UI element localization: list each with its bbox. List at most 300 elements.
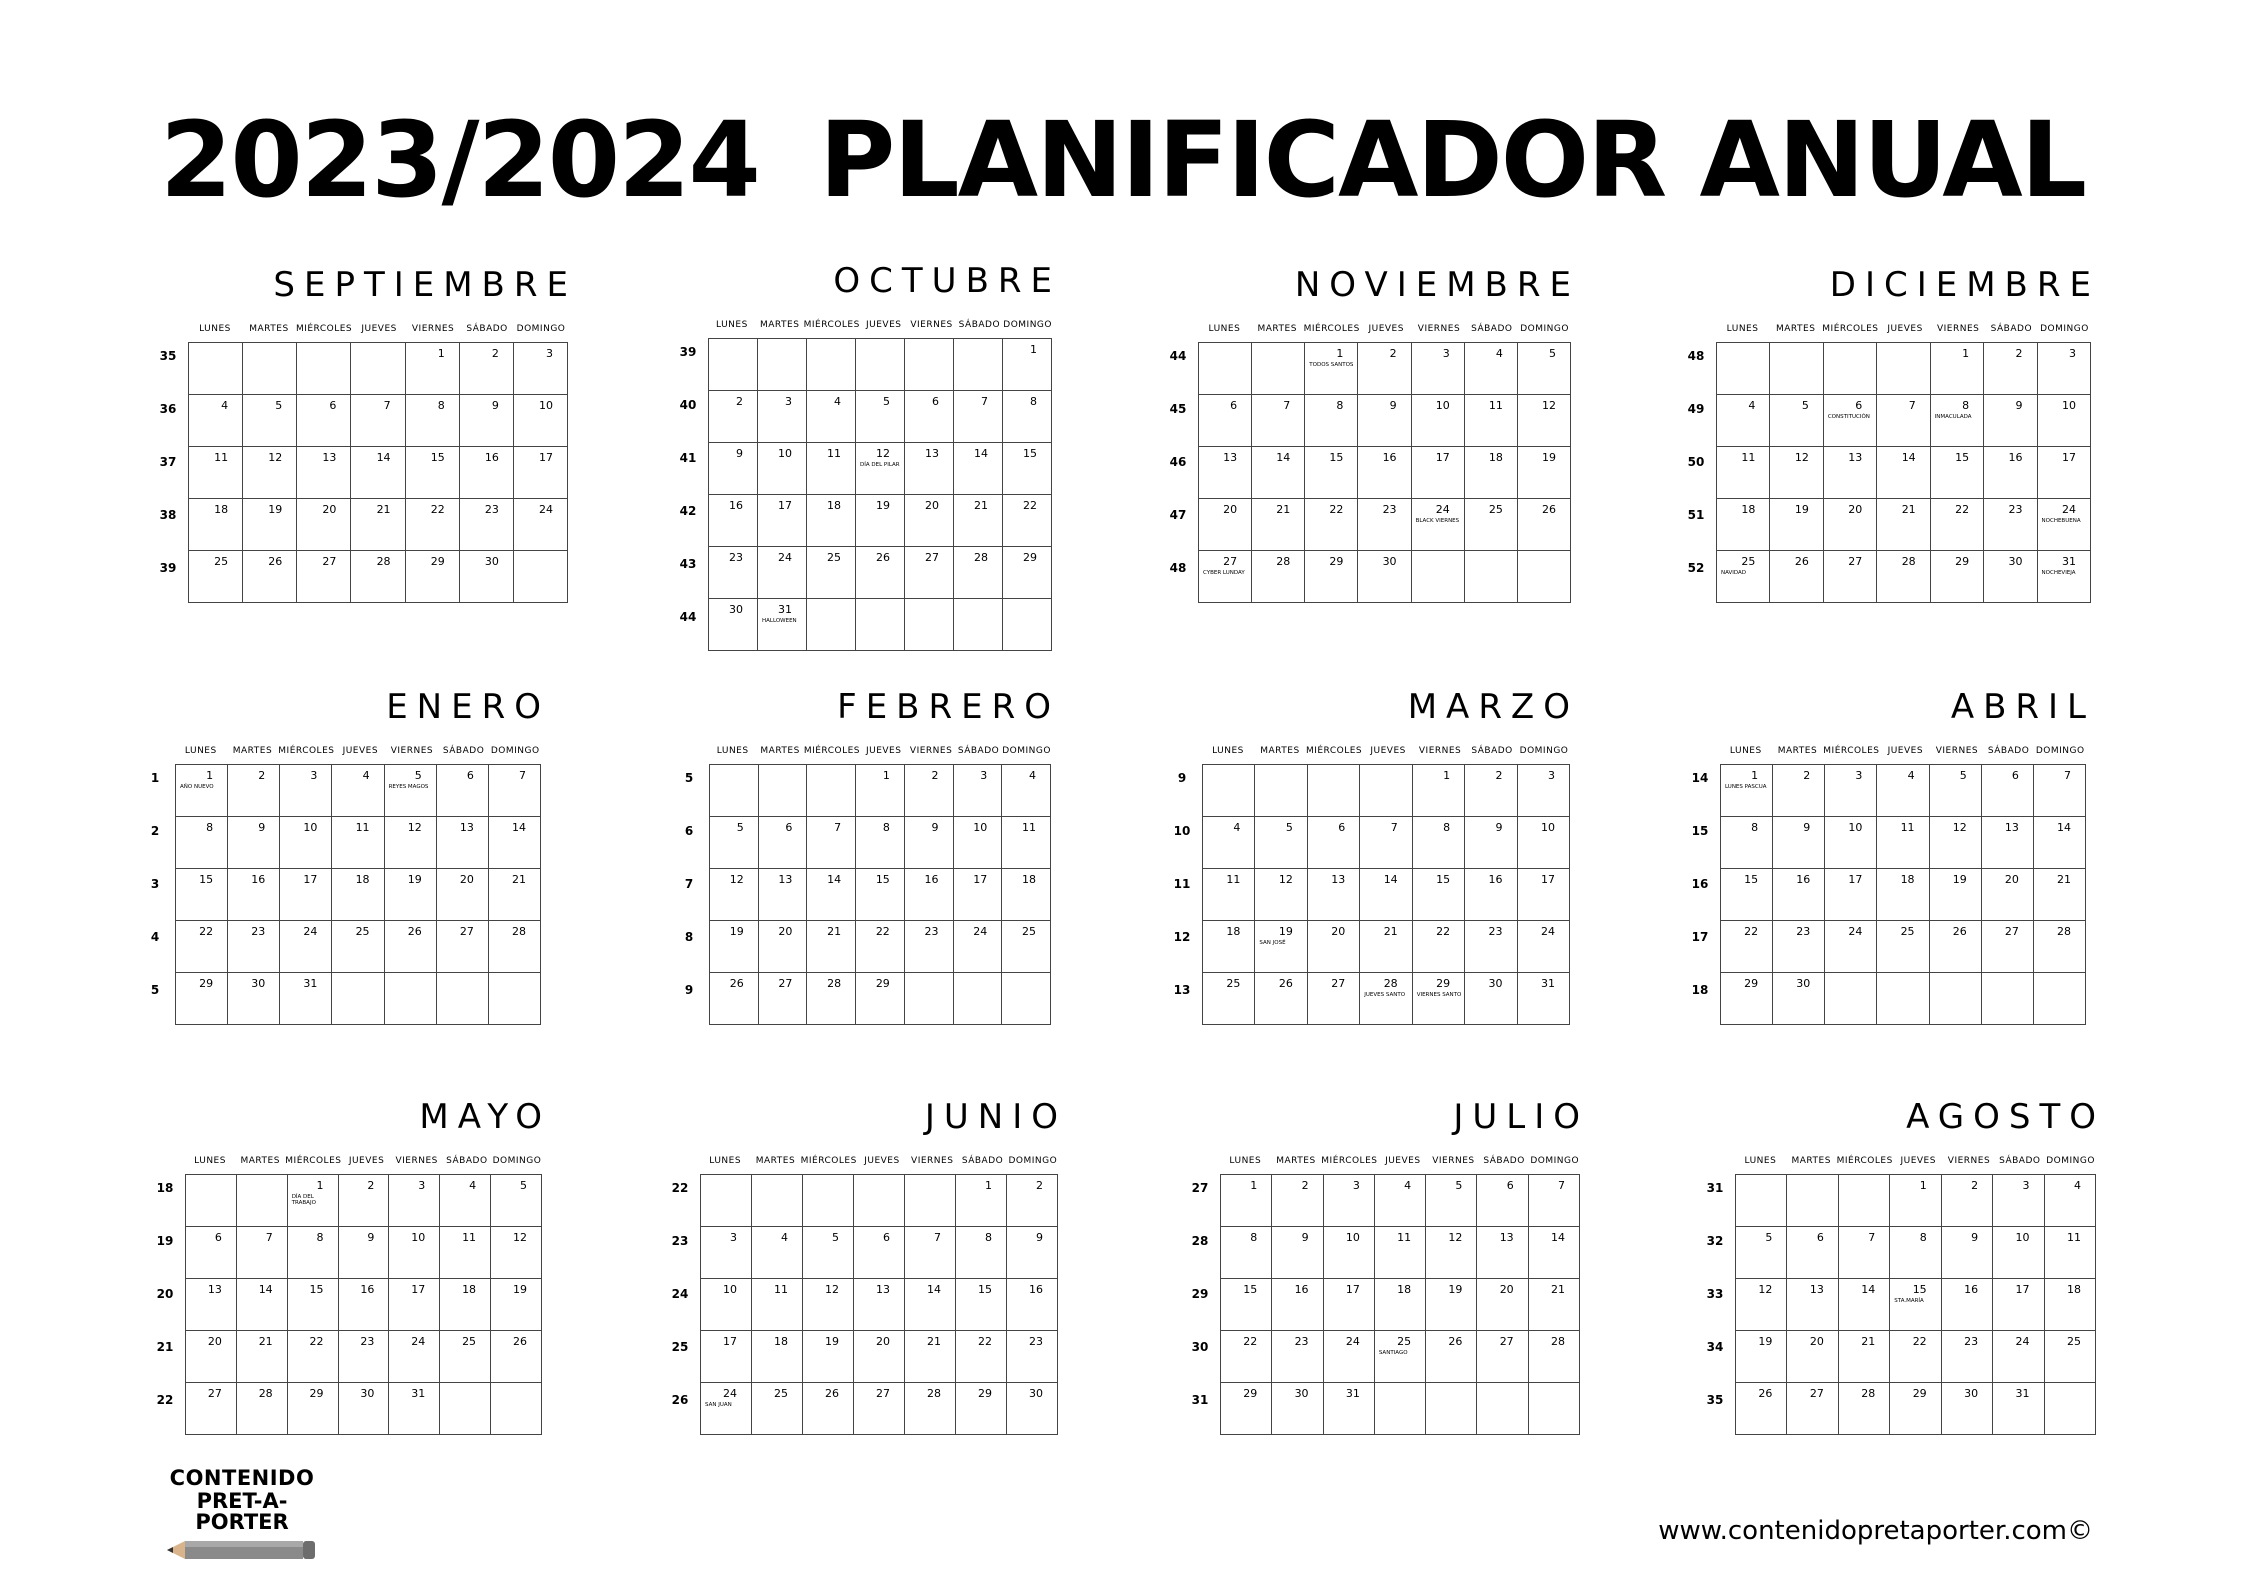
- day-cell[interactable]: [1199, 395, 1252, 447]
- day-cell[interactable]: [1358, 447, 1411, 499]
- day-cell[interactable]: [1464, 499, 1517, 551]
- day-cell[interactable]: [1984, 499, 2037, 551]
- day-cell[interactable]: [1736, 1331, 1787, 1383]
- day-cell[interactable]: [1773, 765, 1825, 817]
- day-cell[interactable]: [1930, 395, 1983, 447]
- day-cell[interactable]: [1823, 447, 1876, 499]
- day-cell[interactable]: [436, 921, 488, 973]
- day-cell[interactable]: [2033, 921, 2085, 973]
- day-cell[interactable]: [1221, 1331, 1272, 1383]
- day-cell[interactable]: [513, 551, 567, 603]
- day-cell[interactable]: [701, 1383, 752, 1435]
- day-cell[interactable]: [709, 599, 758, 651]
- day-cell[interactable]: [1721, 765, 1773, 817]
- day-cell[interactable]: [1941, 1383, 1992, 1435]
- day-cell[interactable]: [1823, 499, 1876, 551]
- day-cell[interactable]: [1255, 921, 1307, 973]
- day-cell[interactable]: [856, 869, 905, 921]
- day-cell[interactable]: [1517, 817, 1569, 869]
- day-cell[interactable]: [1717, 395, 1770, 447]
- day-cell[interactable]: [1272, 1227, 1323, 1279]
- day-cell[interactable]: [436, 869, 488, 921]
- day-cell[interactable]: [297, 499, 351, 551]
- day-cell[interactable]: [1426, 1279, 1477, 1331]
- day-cell[interactable]: [803, 1383, 854, 1435]
- day-cell[interactable]: [228, 921, 280, 973]
- day-cell[interactable]: [954, 443, 1003, 495]
- day-cell[interactable]: [1305, 343, 1358, 395]
- day-cell[interactable]: [1305, 551, 1358, 603]
- day-cell[interactable]: [954, 599, 1003, 651]
- day-cell[interactable]: [1528, 1331, 1579, 1383]
- day-cell[interactable]: [752, 1227, 803, 1279]
- day-cell[interactable]: [1272, 1175, 1323, 1227]
- day-cell[interactable]: [807, 339, 856, 391]
- day-cell[interactable]: [1307, 973, 1359, 1025]
- day-cell[interactable]: [807, 547, 856, 599]
- day-cell[interactable]: [459, 499, 513, 551]
- day-cell[interactable]: [1770, 499, 1823, 551]
- day-cell[interactable]: [1770, 551, 1823, 603]
- day-cell[interactable]: [905, 1331, 956, 1383]
- day-cell[interactable]: [953, 869, 1002, 921]
- day-cell[interactable]: [1984, 551, 2037, 603]
- day-cell[interactable]: [1007, 1383, 1058, 1435]
- day-cell[interactable]: [1465, 765, 1517, 817]
- day-cell[interactable]: [1374, 1175, 1425, 1227]
- day-cell[interactable]: [1203, 921, 1255, 973]
- day-cell[interactable]: [1517, 499, 1570, 551]
- day-cell[interactable]: [384, 973, 436, 1025]
- day-cell[interactable]: [1003, 391, 1052, 443]
- day-cell[interactable]: [297, 395, 351, 447]
- day-cell[interactable]: [459, 551, 513, 603]
- day-cell[interactable]: [953, 921, 1002, 973]
- day-cell[interactable]: [1787, 1227, 1838, 1279]
- day-cell[interactable]: [1252, 499, 1305, 551]
- day-cell[interactable]: [807, 599, 856, 651]
- day-cell[interactable]: [1877, 499, 1930, 551]
- day-cell[interactable]: [758, 443, 807, 495]
- day-cell[interactable]: [1358, 343, 1411, 395]
- day-cell[interactable]: [1890, 1279, 1941, 1331]
- day-cell[interactable]: [956, 1383, 1007, 1435]
- day-cell[interactable]: [709, 495, 758, 547]
- day-cell[interactable]: [1838, 1279, 1889, 1331]
- day-cell[interactable]: [1323, 1227, 1374, 1279]
- day-cell[interactable]: [758, 817, 807, 869]
- day-cell[interactable]: [1517, 447, 1570, 499]
- day-cell[interactable]: [186, 1227, 237, 1279]
- day-cell[interactable]: [1412, 921, 1464, 973]
- day-cell[interactable]: [338, 1175, 389, 1227]
- day-cell[interactable]: [1272, 1279, 1323, 1331]
- day-cell[interactable]: [1825, 921, 1877, 973]
- day-cell[interactable]: [1787, 1175, 1838, 1227]
- day-cell[interactable]: [752, 1279, 803, 1331]
- day-cell[interactable]: [189, 447, 243, 499]
- day-cell[interactable]: [1221, 1227, 1272, 1279]
- day-cell[interactable]: [710, 765, 759, 817]
- day-cell[interactable]: [513, 343, 567, 395]
- day-cell[interactable]: [1736, 1383, 1787, 1435]
- day-cell[interactable]: [1307, 817, 1359, 869]
- day-cell[interactable]: [1411, 447, 1464, 499]
- day-cell[interactable]: [1360, 921, 1412, 973]
- day-cell[interactable]: [1838, 1331, 1889, 1383]
- day-cell[interactable]: [758, 391, 807, 443]
- day-cell[interactable]: [297, 551, 351, 603]
- day-cell[interactable]: [1517, 921, 1569, 973]
- day-cell[interactable]: [1823, 551, 1876, 603]
- day-cell[interactable]: [2044, 1279, 2095, 1331]
- day-cell[interactable]: [1003, 547, 1052, 599]
- day-cell[interactable]: [1773, 973, 1825, 1025]
- day-cell[interactable]: [1272, 1383, 1323, 1435]
- day-cell[interactable]: [1002, 765, 1051, 817]
- day-cell[interactable]: [1411, 499, 1464, 551]
- day-cell[interactable]: [758, 599, 807, 651]
- day-cell[interactable]: [807, 869, 856, 921]
- day-cell[interactable]: [1477, 1331, 1528, 1383]
- day-cell[interactable]: [758, 547, 807, 599]
- day-cell[interactable]: [2033, 869, 2085, 921]
- day-cell[interactable]: [709, 547, 758, 599]
- day-cell[interactable]: [2033, 973, 2085, 1025]
- day-cell[interactable]: [176, 817, 228, 869]
- day-cell[interactable]: [1199, 447, 1252, 499]
- day-cell[interactable]: [491, 1331, 542, 1383]
- day-cell[interactable]: [1838, 1175, 1889, 1227]
- day-cell[interactable]: [904, 817, 953, 869]
- day-cell[interactable]: [280, 869, 332, 921]
- day-cell[interactable]: [1890, 1383, 1941, 1435]
- day-cell[interactable]: [1770, 343, 1823, 395]
- day-cell[interactable]: [1877, 551, 1930, 603]
- day-cell[interactable]: [436, 765, 488, 817]
- day-cell[interactable]: [332, 921, 384, 973]
- day-cell[interactable]: [1305, 499, 1358, 551]
- day-cell[interactable]: [1374, 1227, 1425, 1279]
- day-cell[interactable]: [1528, 1383, 1579, 1435]
- day-cell[interactable]: [2033, 817, 2085, 869]
- day-cell[interactable]: [405, 499, 459, 551]
- day-cell[interactable]: [710, 817, 759, 869]
- day-cell[interactable]: [856, 443, 905, 495]
- day-cell[interactable]: [752, 1175, 803, 1227]
- day-cell[interactable]: [803, 1331, 854, 1383]
- day-cell[interactable]: [1360, 817, 1412, 869]
- day-cell[interactable]: [1412, 765, 1464, 817]
- day-cell[interactable]: [807, 495, 856, 547]
- day-cell[interactable]: [953, 765, 1002, 817]
- day-cell[interactable]: [904, 973, 953, 1025]
- day-cell[interactable]: [332, 869, 384, 921]
- day-cell[interactable]: [758, 869, 807, 921]
- day-cell[interactable]: [1203, 765, 1255, 817]
- day-cell[interactable]: [1929, 869, 1981, 921]
- day-cell[interactable]: [2037, 551, 2090, 603]
- day-cell[interactable]: [351, 395, 405, 447]
- day-cell[interactable]: [1890, 1175, 1941, 1227]
- day-cell[interactable]: [1838, 1383, 1889, 1435]
- day-cell[interactable]: [1528, 1279, 1579, 1331]
- day-cell[interactable]: [332, 973, 384, 1025]
- day-cell[interactable]: [905, 1383, 956, 1435]
- day-cell[interactable]: [228, 817, 280, 869]
- day-cell[interactable]: [243, 551, 297, 603]
- day-cell[interactable]: [297, 447, 351, 499]
- day-cell[interactable]: [389, 1279, 440, 1331]
- day-cell[interactable]: [236, 1175, 287, 1227]
- day-cell[interactable]: [243, 499, 297, 551]
- day-cell[interactable]: [1517, 343, 1570, 395]
- day-cell[interactable]: [758, 973, 807, 1025]
- day-cell[interactable]: [1721, 869, 1773, 921]
- day-cell[interactable]: [1981, 869, 2033, 921]
- day-cell[interactable]: [1007, 1331, 1058, 1383]
- day-cell[interactable]: [1825, 973, 1877, 1025]
- day-cell[interactable]: [1374, 1383, 1425, 1435]
- day-cell[interactable]: [1717, 551, 1770, 603]
- day-cell[interactable]: [1823, 343, 1876, 395]
- day-cell[interactable]: [2037, 499, 2090, 551]
- day-cell[interactable]: [186, 1175, 237, 1227]
- day-cell[interactable]: [189, 343, 243, 395]
- day-cell[interactable]: [405, 395, 459, 447]
- day-cell[interactable]: [710, 869, 759, 921]
- day-cell[interactable]: [1773, 817, 1825, 869]
- day-cell[interactable]: [1984, 343, 2037, 395]
- day-cell[interactable]: [405, 343, 459, 395]
- day-cell[interactable]: [351, 343, 405, 395]
- day-cell[interactable]: [854, 1175, 905, 1227]
- day-cell[interactable]: [2037, 447, 2090, 499]
- day-cell[interactable]: [1929, 765, 1981, 817]
- day-cell[interactable]: [488, 869, 540, 921]
- day-cell[interactable]: [956, 1331, 1007, 1383]
- day-cell[interactable]: [1199, 551, 1252, 603]
- day-cell[interactable]: [1307, 765, 1359, 817]
- day-cell[interactable]: [854, 1383, 905, 1435]
- day-cell[interactable]: [1981, 765, 2033, 817]
- day-cell[interactable]: [1877, 817, 1929, 869]
- day-cell[interactable]: [854, 1279, 905, 1331]
- day-cell[interactable]: [186, 1331, 237, 1383]
- day-cell[interactable]: [351, 551, 405, 603]
- day-cell[interactable]: [1203, 869, 1255, 921]
- day-cell[interactable]: [338, 1383, 389, 1435]
- day-cell[interactable]: [176, 869, 228, 921]
- day-cell[interactable]: [236, 1279, 287, 1331]
- day-cell[interactable]: [1787, 1383, 1838, 1435]
- day-cell[interactable]: [956, 1175, 1007, 1227]
- day-cell[interactable]: [1307, 869, 1359, 921]
- day-cell[interactable]: [459, 395, 513, 447]
- day-cell[interactable]: [405, 447, 459, 499]
- day-cell[interactable]: [488, 817, 540, 869]
- day-cell[interactable]: [440, 1331, 491, 1383]
- day-cell[interactable]: [297, 343, 351, 395]
- day-cell[interactable]: [1838, 1227, 1889, 1279]
- day-cell[interactable]: [1426, 1175, 1477, 1227]
- day-cell[interactable]: [1426, 1331, 1477, 1383]
- day-cell[interactable]: [1003, 599, 1052, 651]
- day-cell[interactable]: [1825, 765, 1877, 817]
- day-cell[interactable]: [287, 1383, 338, 1435]
- day-cell[interactable]: [1221, 1175, 1272, 1227]
- day-cell[interactable]: [1252, 447, 1305, 499]
- day-cell[interactable]: [1721, 817, 1773, 869]
- day-cell[interactable]: [1477, 1175, 1528, 1227]
- day-cell[interactable]: [1252, 551, 1305, 603]
- day-cell[interactable]: [758, 339, 807, 391]
- day-cell[interactable]: [856, 973, 905, 1025]
- day-cell[interactable]: [803, 1279, 854, 1331]
- day-cell[interactable]: [459, 447, 513, 499]
- day-cell[interactable]: [1787, 1331, 1838, 1383]
- day-cell[interactable]: [807, 391, 856, 443]
- day-cell[interactable]: [2033, 765, 2085, 817]
- day-cell[interactable]: [1272, 1331, 1323, 1383]
- day-cell[interactable]: [1930, 551, 1983, 603]
- day-cell[interactable]: [1981, 921, 2033, 973]
- day-cell[interactable]: [1323, 1279, 1374, 1331]
- day-cell[interactable]: [287, 1331, 338, 1383]
- day-cell[interactable]: [1002, 817, 1051, 869]
- day-cell[interactable]: [440, 1279, 491, 1331]
- day-cell[interactable]: [1941, 1227, 1992, 1279]
- day-cell[interactable]: [1426, 1227, 1477, 1279]
- day-cell[interactable]: [1358, 395, 1411, 447]
- day-cell[interactable]: [243, 395, 297, 447]
- day-cell[interactable]: [856, 599, 905, 651]
- day-cell[interactable]: [236, 1383, 287, 1435]
- day-cell[interactable]: [1823, 395, 1876, 447]
- day-cell[interactable]: [436, 973, 488, 1025]
- day-cell[interactable]: [1003, 495, 1052, 547]
- day-cell[interactable]: [488, 765, 540, 817]
- day-cell[interactable]: [1203, 973, 1255, 1025]
- day-cell[interactable]: [389, 1227, 440, 1279]
- day-cell[interactable]: [1360, 973, 1412, 1025]
- day-cell[interactable]: [1941, 1279, 1992, 1331]
- day-cell[interactable]: [1877, 447, 1930, 499]
- day-cell[interactable]: [710, 921, 759, 973]
- day-cell[interactable]: [758, 495, 807, 547]
- day-cell[interactable]: [186, 1383, 237, 1435]
- day-cell[interactable]: [440, 1227, 491, 1279]
- day-cell[interactable]: [1305, 447, 1358, 499]
- day-cell[interactable]: [1358, 551, 1411, 603]
- day-cell[interactable]: [709, 391, 758, 443]
- day-cell[interactable]: [1984, 395, 2037, 447]
- day-cell[interactable]: [436, 817, 488, 869]
- day-cell[interactable]: [1426, 1383, 1477, 1435]
- day-cell[interactable]: [440, 1383, 491, 1435]
- day-cell[interactable]: [2044, 1383, 2095, 1435]
- day-cell[interactable]: [287, 1227, 338, 1279]
- day-cell[interactable]: [1877, 343, 1930, 395]
- day-cell[interactable]: [856, 495, 905, 547]
- day-cell[interactable]: [1252, 395, 1305, 447]
- day-cell[interactable]: [1517, 551, 1570, 603]
- day-cell[interactable]: [236, 1227, 287, 1279]
- day-cell[interactable]: [1464, 447, 1517, 499]
- day-cell[interactable]: [1717, 343, 1770, 395]
- day-cell[interactable]: [1464, 343, 1517, 395]
- day-cell[interactable]: [491, 1279, 542, 1331]
- day-cell[interactable]: [488, 921, 540, 973]
- day-cell[interactable]: [1929, 817, 1981, 869]
- day-cell[interactable]: [1307, 921, 1359, 973]
- day-cell[interactable]: [1929, 921, 1981, 973]
- day-cell[interactable]: [1007, 1227, 1058, 1279]
- day-cell[interactable]: [954, 339, 1003, 391]
- day-cell[interactable]: [243, 343, 297, 395]
- day-cell[interactable]: [384, 765, 436, 817]
- day-cell[interactable]: [1877, 395, 1930, 447]
- day-cell[interactable]: [351, 447, 405, 499]
- day-cell[interactable]: [338, 1227, 389, 1279]
- day-cell[interactable]: [1773, 869, 1825, 921]
- day-cell[interactable]: [384, 921, 436, 973]
- day-cell[interactable]: [1323, 1175, 1374, 1227]
- day-cell[interactable]: [1717, 499, 1770, 551]
- day-cell[interactable]: [1412, 973, 1464, 1025]
- day-cell[interactable]: [2044, 1331, 2095, 1383]
- day-cell[interactable]: [513, 395, 567, 447]
- day-cell[interactable]: [856, 391, 905, 443]
- day-cell[interactable]: [1930, 343, 1983, 395]
- day-cell[interactable]: [1517, 395, 1570, 447]
- day-cell[interactable]: [752, 1383, 803, 1435]
- day-cell[interactable]: [1412, 817, 1464, 869]
- day-cell[interactable]: [1002, 869, 1051, 921]
- day-cell[interactable]: [1930, 499, 1983, 551]
- day-cell[interactable]: [332, 817, 384, 869]
- day-cell[interactable]: [1517, 869, 1569, 921]
- day-cell[interactable]: [1358, 499, 1411, 551]
- day-cell[interactable]: [1787, 1279, 1838, 1331]
- day-cell[interactable]: [389, 1383, 440, 1435]
- day-cell[interactable]: [2037, 343, 2090, 395]
- day-cell[interactable]: [2037, 395, 2090, 447]
- day-cell[interactable]: [491, 1175, 542, 1227]
- day-cell[interactable]: [701, 1227, 752, 1279]
- day-cell[interactable]: [1528, 1175, 1579, 1227]
- day-cell[interactable]: [1929, 973, 1981, 1025]
- day-cell[interactable]: [1412, 869, 1464, 921]
- day-cell[interactable]: [287, 1175, 338, 1227]
- day-cell[interactable]: [807, 443, 856, 495]
- day-cell[interactable]: [904, 921, 953, 973]
- day-cell[interactable]: [905, 1227, 956, 1279]
- day-cell[interactable]: [1003, 339, 1052, 391]
- day-cell[interactable]: [1221, 1279, 1272, 1331]
- day-cell[interactable]: [228, 869, 280, 921]
- day-cell[interactable]: [1255, 973, 1307, 1025]
- day-cell[interactable]: [1465, 921, 1517, 973]
- day-cell[interactable]: [1411, 343, 1464, 395]
- day-cell[interactable]: [807, 817, 856, 869]
- day-cell[interactable]: [1981, 973, 2033, 1025]
- day-cell[interactable]: [1465, 817, 1517, 869]
- day-cell[interactable]: [1252, 343, 1305, 395]
- day-cell[interactable]: [1221, 1383, 1272, 1435]
- day-cell[interactable]: [189, 395, 243, 447]
- day-cell[interactable]: [1736, 1227, 1787, 1279]
